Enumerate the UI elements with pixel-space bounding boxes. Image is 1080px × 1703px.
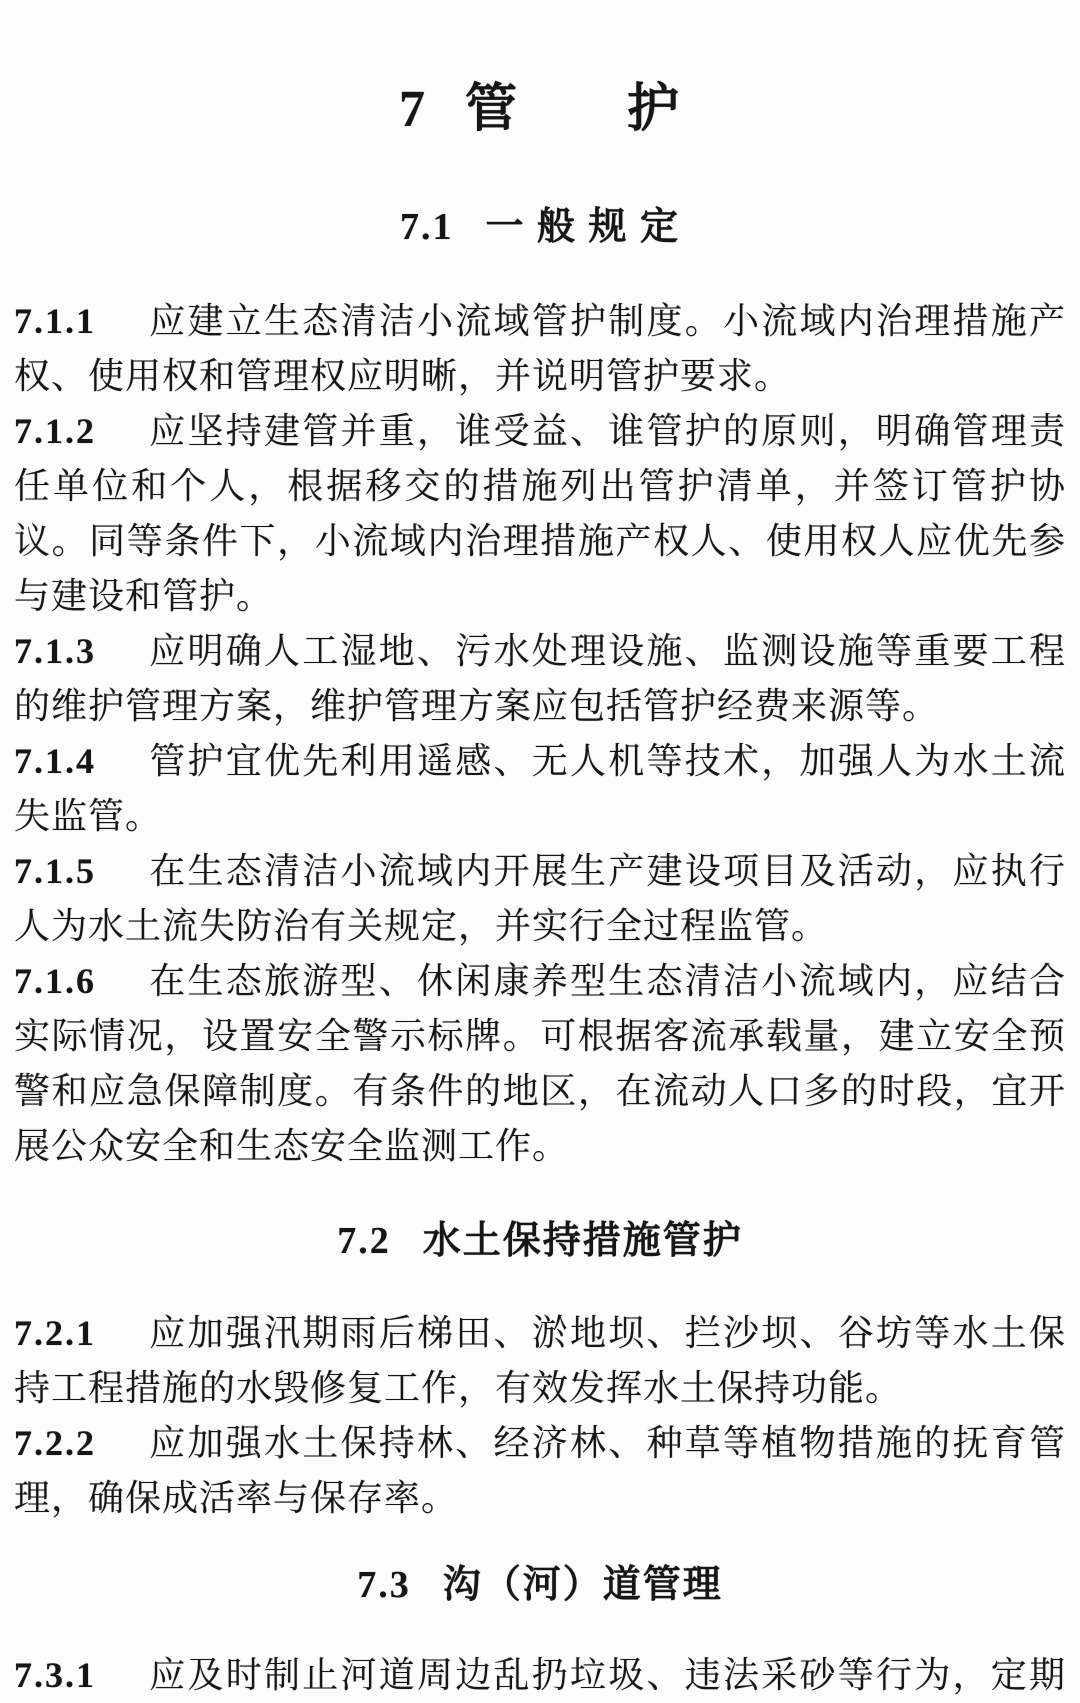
section-7-3 (14, 1562, 1066, 1703)
chapter-title (14, 80, 1066, 140)
section-heading-7-1 (14, 204, 1066, 250)
clause-text: 应明确人工湿地、污水处理设施、监测设施等重要工程的维护管理方案，维护管理方案应包括管护经费来源等。 (14, 631, 1066, 726)
section-number: 7.2 (337, 1220, 391, 1262)
clause-number: 7.2.2 (14, 1423, 96, 1463)
clause-7-3-1 (14, 1648, 1066, 1703)
clause-number: 7.3.1 (14, 1655, 96, 1695)
clause-number: 7.1.3 (14, 631, 96, 671)
clause-7-1-2 (14, 404, 1066, 624)
clause-text: 应建立生态清洁小流域管护制度。小流域内治理措施产权、使用权和管理权应明晰，并说明管护要求。 (14, 301, 1066, 396)
clause-number: 7.1.4 (14, 741, 96, 781)
clause-7-2-2 (14, 1416, 1066, 1526)
chapter-title-text: 管 护 (464, 81, 681, 138)
clause-number: 7.1.5 (14, 851, 96, 891)
chapter-number: 7 (398, 81, 427, 138)
clause-7-2-1 (14, 1306, 1066, 1416)
clause-7-1-6 (14, 954, 1066, 1174)
section-number: 7.1 (399, 206, 454, 248)
section-number: 7.3 (357, 1564, 411, 1606)
clause-text: 应及时制止河道周边乱扔垃圾、违法采砂等行为，定期 (148, 1655, 1066, 1695)
clause-text: 管护宜优先利用遥感、无人机等技术，加强人为水土流失监管。 (14, 741, 1066, 836)
clause-text: 应坚持建管并重，谁受益、谁管护的原则，明确管理责任单位和个人，根据移交的措施列出管护清单，并签订管护协议。同等条件下，小流域内治理措施产权人、使用权人应优先参与建设和管护。 (14, 411, 1066, 616)
section-title: 水土保持措施管护 (422, 1220, 743, 1262)
clause-text: 在生态清洁小流域内开展生产建设项目及活动，应执行人为水土流失防治有关规定，并实行全过程监管。 (14, 851, 1066, 946)
clause-text: 应加强汛期雨后梯田、淤地坝、拦沙坝、谷坊等水土保持工程措施的水毁修复工作，有效发挥水土保持功能。 (14, 1313, 1066, 1408)
clause-7-1-4 (14, 734, 1066, 844)
section-heading-7-2 (14, 1218, 1066, 1264)
clause-number: 7.1.2 (14, 411, 96, 451)
clause-text: 应加强水土保持林、经济林、种草等植物措施的抚育管理，确保成活率与保存率。 (14, 1423, 1066, 1518)
clause-number: 7.1.1 (14, 301, 96, 341)
section-7-2 (14, 1218, 1066, 1526)
clause-number: 7.1.6 (14, 961, 96, 1001)
clause-7-1-3 (14, 624, 1066, 734)
clause-7-1-5 (14, 844, 1066, 954)
clause-text: 在生态旅游型、休闲康养型生态清洁小流域内，应结合实际情况，设置安全警示标牌。可根据客流承载量，建立安全预警和应急保障制度。有条件的地区，在流动人口多的时段，宜开展公众安全和生态安全监测工作。 (14, 961, 1066, 1166)
clause-number: 7.2.1 (14, 1313, 96, 1353)
clause-7-1-1 (14, 294, 1066, 404)
section-7-1 (14, 204, 1066, 1174)
section-heading-7-3 (14, 1562, 1066, 1608)
section-title: 一 般 规 定 (485, 206, 680, 248)
section-title: 沟（河）道管理 (442, 1564, 723, 1606)
